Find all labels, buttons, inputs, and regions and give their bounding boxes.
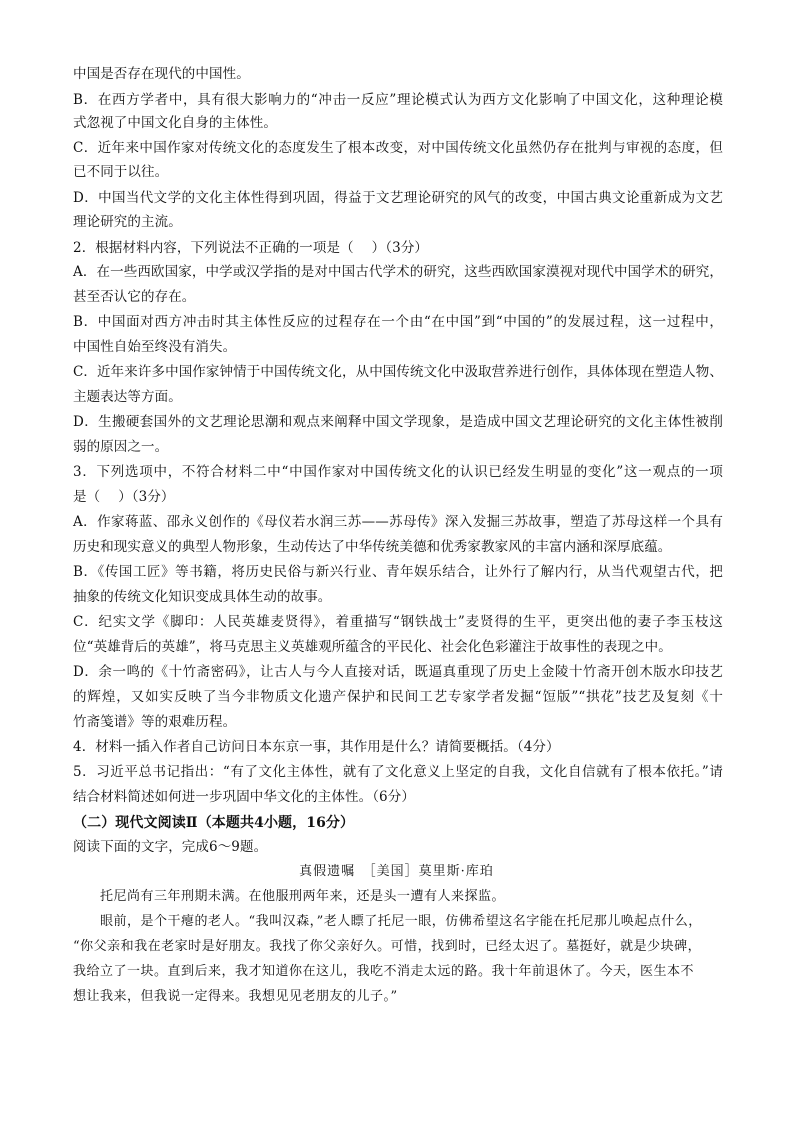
text-line: 历史和现实意义的典型人物形象，生动传达了中华传统美德和优秀家教家风的丰富内涵和深厚底蕴。 xyxy=(73,539,672,555)
option-b-line: B．中国面对西方冲击时其主体性反应的过程存在一个由“在中国”到“中国的”的发展过程，这一过程中， xyxy=(73,314,723,330)
option-b-line: B．在西方学者中，具有很大影响力的“冲击一反应”理论模式认为西方文化影响了中国文化，这种理论模 xyxy=(73,92,723,108)
text-line: 理论研究的主流。 xyxy=(73,214,182,230)
instruction: 阅读下面的文字，完成6～9题。 xyxy=(73,839,268,855)
option-c-line: C．纪实文学《脚印：人民英雄麦贤得》，着重描写“钢铁战士”麦贤得的生平，更突出他的妻子李玉枝这 xyxy=(73,614,723,630)
option-d-line: D．余一鸣的《十竹斋密码》，让古人与今人直接对话，既逼真重现了历史上金陵十竹斋开创木版水印技艺 xyxy=(73,664,723,680)
option-a-line: A．作家蒋蓝、邵永义创作的《母仪若水润三苏——苏母传》深入发掘三苏故事，塑造了苏母这样一个具有 xyxy=(73,514,723,530)
text-line: 中国性自始至终没有消失。 xyxy=(73,339,237,355)
text-line: 弱的原因之一。 xyxy=(73,439,169,455)
option-a-line: A．在一些西欧国家，中学或汉学指的是对中国古代学术的研究，这些西欧国家漠视对现代中国学术的研究， xyxy=(73,264,723,280)
section-heading: （二）现代文阅读Ⅱ（本题共4小题，16分） xyxy=(73,815,355,831)
question-3: 3．下列选项中，不符合材料二中“中国作家对中国传统文化的认识已经发生明显的变化”这一观点的一项 xyxy=(73,464,723,480)
text-line: 甚至否认它的存在。 xyxy=(73,289,196,305)
story-title: 真假遗嘱 ［美国］莫里斯·库珀 xyxy=(299,864,494,879)
text-line: 的辉煌，又如实反映了当今非物质文化遗产保护和民间工艺专家学者发掘“饾版”“拱花”技艺及复刻《十 xyxy=(73,689,723,705)
text-line: 中国是否存在现代的中国性。 xyxy=(73,66,250,82)
option-d-line: D．生搬硬套国外的文艺理论思潮和观点来阐释中国文学现象，是造成中国文艺理论研究的文化主体性被削 xyxy=(73,414,723,430)
text-line: 位“英雄背后的英雄”，将马克思主义英雄观所蕴含的平民化、社会化色彩灌注于故事性的表现之中。 xyxy=(73,639,672,655)
option-c-line: C．近年来中国作家对传统文化的态度发生了根本改变，对中国传统文化虽然仍存在批判与审视的态度，但 xyxy=(73,140,723,156)
text-line: 已不同于以往。 xyxy=(73,164,169,180)
question-4: 4．材料一插入作者自己访问日本东京一事，其作用是什么？请简要概括。（4分） xyxy=(73,739,560,755)
story-paragraph: 眼前，是个干瘪的老人。“我叫汉森，”老人瞟了托尼一眼，仿佛希望这名字能在托尼那儿唤起点什么， xyxy=(73,914,702,929)
text-line: 抽象的传统文化知识变成具体生动的故事。 xyxy=(73,589,332,605)
text-line: 是（ ）（3分） xyxy=(73,489,175,505)
text-line: 竹斋笺谱》等的艰难历程。 xyxy=(73,714,237,730)
text-line: 式忽视了中国文化自身的主体性。 xyxy=(73,115,277,131)
story-paragraph: 想让我来，但我说一定得来。我想见见老朋友的儿子。” xyxy=(73,989,398,1004)
option-c-line: C．近年来许多中国作家钟情于中国传统文化，从中国传统文化中汲取营养进行创作，具体体现在塑造人物、 xyxy=(73,364,723,380)
story-paragraph: 我给立了一块。直到后来，我才知道你在这儿，我吃不消走太远的路。我十年前退休了。今天，医生本不 xyxy=(73,964,695,979)
story-paragraph: “你父亲和我在老家时是好朋友。我找了你父亲好久。可惜，找到时，已经太迟了。墓挺好，就是少块碑， xyxy=(73,939,702,954)
option-b-line: B．《传国工匠》等书籍，将历史民俗与新兴行业、青年娱乐结合，让外行了解内行，从当代观望古代，把 xyxy=(73,564,723,580)
text-line: 结合材料简述如何进一步巩固中华文化的主体性。（6分） xyxy=(73,789,415,805)
text-line: 主题表达等方面。 xyxy=(73,389,182,405)
option-d-line: D．中国当代文学的文化主体性得到巩固，得益于文艺理论研究的风气的改变，中国古典文论重新成为文艺 xyxy=(73,190,723,206)
story-paragraph: 托尼尚有三年刑期未满。在他服刑两年来，还是头一遭有人来探监。 xyxy=(73,889,506,904)
question-5: 5．习近平总书记指出：“有了文化主体性，就有了文化意义上坚定的自我，文化自信就有了根本依托。”请 xyxy=(73,764,723,780)
question-2: 2．根据材料内容，下列说法不正确的一项是（ ）（3分） xyxy=(73,240,429,256)
